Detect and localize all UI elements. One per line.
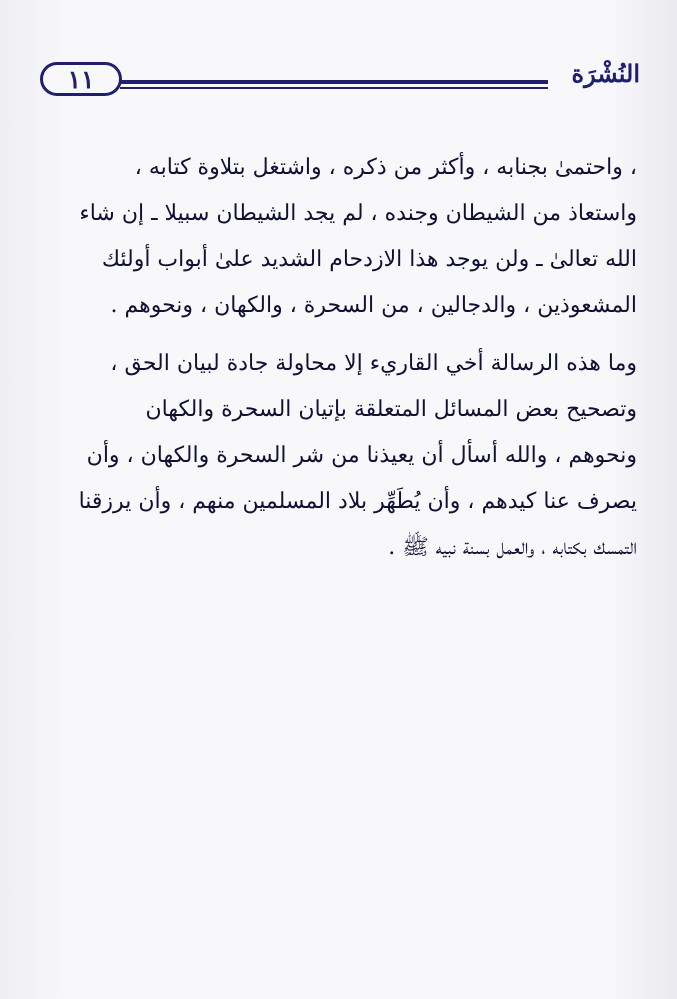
paragraph-2 [40, 341, 637, 571]
text-line: المشعوذين ، والدجالين ، من السحرة ، والكهان ، ونحوهم . [110, 293, 637, 318]
text-line: ونحوهم ، والله أسأل أن يعيذنا من شر السحرة والكهان ، وأن [86, 443, 637, 468]
text-line: التمسك بكتابه ، والعمل بسنة نبيه ﷺ . [388, 535, 637, 560]
page-number-badge: ١١ [40, 62, 122, 96]
paragraph-1 [40, 145, 637, 329]
header-rule [120, 80, 548, 84]
text-line: ، واحتمىٰ بجنابه ، وأكثر من ذكره ، واشتغل بتلاوة كتابه ، [134, 155, 637, 180]
body-text [40, 145, 637, 571]
text-line: واستعاذ من الشيطان وجنده ، لم يجد الشيطان سبيلا ـ إن شاء [79, 201, 637, 226]
text-line: وما هذه الرسالة أخي القاريء إلا محاولة جادة لبيان الحق ، [110, 351, 637, 376]
text-line: وتصحيح بعض المسائل المتعلقة بإتيان السحرة والكهان [145, 397, 637, 422]
header-rule-thin [120, 87, 548, 89]
text-line: يصرف عنا كيدهم ، وأن يُطَهِّر بلاد المسلمين منهم ، وأن يرزقنا [78, 489, 637, 514]
running-title: النُشْرَة [571, 59, 640, 88]
page-header [40, 59, 640, 102]
text-line: الله تعالىٰ ـ ولن يوجد هذا الازدحام الشديد علىٰ أبواب أولئك [101, 247, 637, 272]
